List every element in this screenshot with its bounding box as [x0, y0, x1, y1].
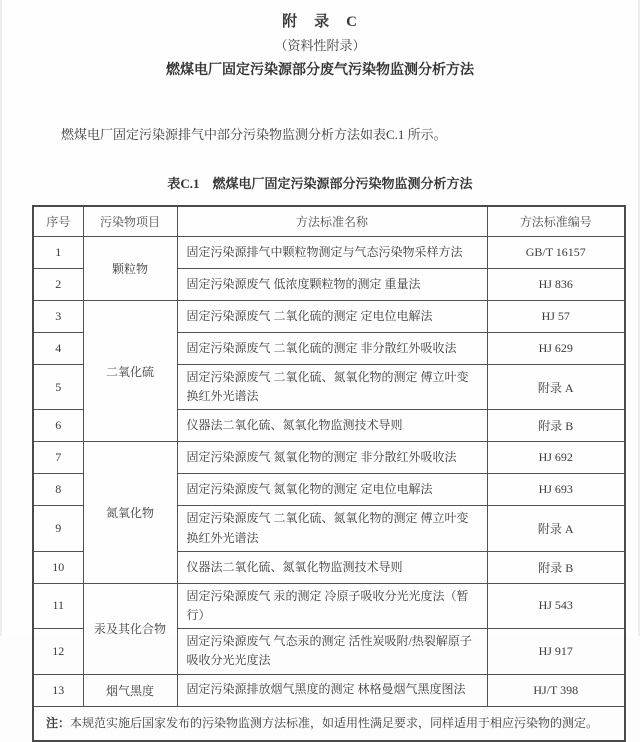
standard-code-cell: HJ 917 — [487, 629, 625, 674]
method-name-cell: 固定污染源废气 低浓度颗粒物的测定 重量法 — [177, 269, 487, 301]
method-name-cell: 仪器法二氧化硫、氮氧化物监测技术导则 — [177, 551, 487, 583]
table-row — [33, 301, 625, 333]
standard-code-cell: HJ 693 — [487, 474, 625, 506]
row-number-cell: 2 — [33, 269, 83, 301]
table-row — [33, 237, 625, 269]
standard-code-cell: HJ 543 — [487, 583, 625, 628]
table-caption: 表C.1 燃煤电厂固定污染源部分污染物监测分析方法 — [167, 176, 473, 191]
standard-code-cell: HJ 836 — [487, 269, 625, 301]
note-label: 注： — [46, 715, 71, 730]
row-number-cell: 13 — [33, 674, 83, 706]
methods-table — [32, 205, 626, 742]
standard-code-cell: 附录 B — [487, 551, 625, 583]
method-name-cell: 固定污染源废气 二氧化硫的测定 非分散红外吸收法 — [177, 333, 487, 365]
standard-code-cell: HJ 692 — [487, 442, 625, 474]
table-row — [33, 442, 625, 474]
method-name-cell: 固定污染源排放烟气黑度的测定 林格曼烟气黑度图法 — [177, 674, 487, 706]
row-number-cell: 10 — [33, 551, 83, 583]
table-header-row — [33, 206, 625, 237]
standard-code-cell: HJ/T 398 — [487, 674, 625, 706]
method-name-cell: 固定污染源废气 氮氧化物的测定 定电位电解法 — [177, 474, 487, 506]
header-cell-code: 方法标准编号 — [487, 206, 625, 237]
method-name-cell: 固定污染源废气 气态汞的测定 活性炭吸附/热裂解原子吸收分光光度法 — [177, 629, 487, 674]
pollutant-cell: 二氧化硫 — [83, 301, 177, 442]
row-number-cell: 4 — [33, 333, 83, 365]
row-number-cell: 11 — [33, 583, 83, 628]
appendix-title: 附 录 C — [282, 14, 358, 30]
standard-code-cell: HJ 629 — [487, 333, 625, 365]
row-number-cell: 3 — [33, 301, 83, 333]
standard-code-cell: HJ 57 — [487, 301, 625, 333]
appendix-subtitle: （资料性附录） — [274, 38, 366, 53]
row-number-cell: 5 — [33, 365, 83, 410]
table-row — [33, 674, 625, 706]
table-note-row — [33, 706, 625, 741]
method-name-cell: 固定污染源废气 氮氧化物的测定 非分散红外吸收法 — [177, 442, 487, 474]
row-number-cell: 8 — [33, 474, 83, 506]
method-name-cell: 固定污染源废气 二氧化硫的测定 定电位电解法 — [177, 301, 487, 333]
header-cell-pollutant: 污染物项目 — [83, 206, 177, 237]
standard-code-cell: 附录 A — [487, 365, 625, 410]
method-name-cell: 固定污染源废气 二氧化硫、氮氧化物的测定 傅立叶变换红外光谱法 — [177, 365, 487, 410]
row-number-cell: 6 — [33, 410, 83, 442]
standard-code-cell: GB/T 16157 — [487, 237, 625, 269]
standard-code-cell: 附录 A — [487, 506, 625, 551]
method-name-cell: 固定污染源废气 汞的测定 冷原子吸收分光光度法（暂行） — [177, 583, 487, 628]
pollutant-cell: 汞及其化合物 — [83, 583, 177, 674]
method-name-cell: 固定污染源废气 二氧化硫、氮氧化物的测定 傅立叶变换红外光谱法 — [177, 506, 487, 551]
header-cell-no: 序号 — [33, 206, 83, 237]
standard-code-cell: 附录 B — [487, 410, 625, 442]
intro-paragraph: 燃煤电厂固定污染源排气中部分污染物监测分析方法如表C.1 所示。 — [61, 127, 447, 142]
pollutant-cell: 氮氧化物 — [83, 442, 177, 583]
row-number-cell: 9 — [33, 506, 83, 551]
row-number-cell: 1 — [33, 237, 83, 269]
method-name-cell: 固定污染源排气中颗粒物测定与气态污染物采样方法 — [177, 237, 487, 269]
table-row — [33, 583, 625, 628]
method-name-cell: 仪器法二氧化硫、氮氧化物监测技术导则 — [177, 410, 487, 442]
document-title: 燃煤电厂固定污染源部分废气污染物监测分析方法 — [166, 63, 474, 78]
note-cell — [33, 706, 625, 741]
row-number-cell: 7 — [33, 442, 83, 474]
pollutant-cell: 颗粒物 — [83, 237, 177, 301]
note-text: 本规范实施后国家发布的污染物监测方法标准，如适用性满足要求，同样适用于相应污染物的测定。 — [70, 715, 599, 730]
pollutant-cell: 烟气黑度 — [83, 674, 177, 706]
header-cell-method: 方法标准名称 — [177, 206, 487, 237]
row-number-cell: 12 — [33, 629, 83, 674]
